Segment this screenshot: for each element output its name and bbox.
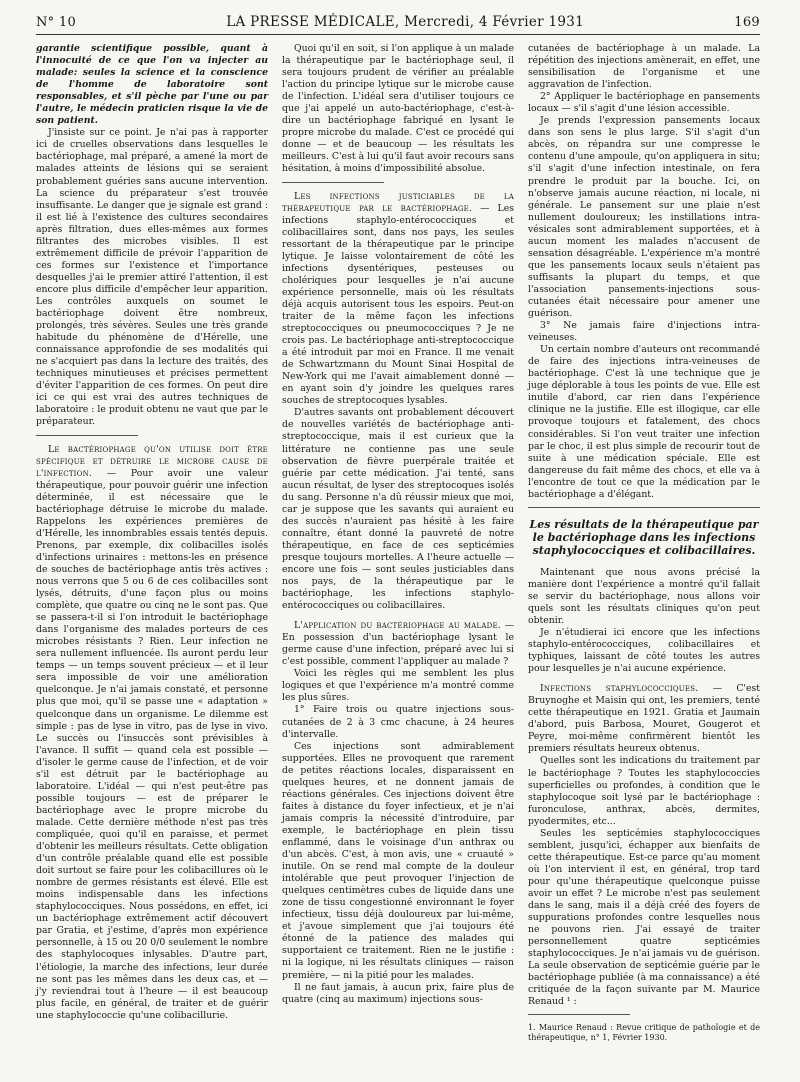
paragraph: Un certain nombre d'auteurs ont recommandé de faire des injections intra-veineuses de bactériophage. C'est là une technique que je juge déplorable à tous les points de vue. Elle est inutile d'abord, car rien dans l'expérience clinique ne la justifie. Elle est illogique, car elle provoque toujours et fatalement, des chocs considérables. Si l'on veut traiter une infection par le choc, il est plus simple de recourir tout de suite à une médication spéciale. Elle est dangereuse du fait même des chocs, et elle va à l'encontre de tout ce que la médication par le bactériophage a d'élégant. (528, 344, 760, 500)
paragraph: J'insiste sur ce point. Je n'ai pas à rapporter ici de cruelles observations dans lesquelles le bactériophage, mal préparé, a amené la mort de malades atteints de lésions qui se seraient probablement guéries sans aucune intervention. La science du préparateur s'est trouvée insuffisante. Le danger que je signale est grand : il est lié à l'existence des cultures secondaires après filtration, dues elles-mêmes aux formes filtrantes des microbes visibles. Il est extrêmement difficile de prévoir l'apparition de ces formes sur l'existence et l'importance desquelles j'ai le premier attiré l'attention, il est encore plus difficile d'empêcher leur apparition. Les contrôles auxquels on soumet le bactériophage doivent être nombreux, prolongés, très sévères. Seules une très grande habitude du phénomène de d'Hérelle, une connaissance approfondie de ses modalités qui ne s'acquiert pas dans la lecture des traités, des techniques minutieuses et précises permettent d'éviter l'apparition de ces formes. On peut dire ici ce qui est vrai des autres techniques de laboratoire : le produit obtenu ne vaut que par le préparateur. (36, 127, 268, 428)
footnote: 1. Maurice Renaud : Revue critique de pathologie et de thérapeutique, n° 1, Février 1930. (528, 1023, 760, 1043)
subsection-paragraph (282, 191, 514, 408)
paragraph: Seules les septicémies staphylococciques semblent, jusqu'ici, échapper aux bienfaits de cette thérapeutique. Est-ce parce qu'au moment où l'on intervient il est, en général, trop tard pour qu'une thérapeutique quelconque puisse avoir un effet ? Le microbe n'est pas seulement dans le sang, mais il a déjà créé des foyers de suppurations profondes contre lesquelles nous ne pouvons rien. J'ai essayé de traiter personnellement quatre septicémies staphylococciques. Je n'ai jamais vu de guérison. La seule observation de septicémie guérie par le bactériophage publiée (à ma connaissance) a été critiquée de la façon suivante par M. Maurice Renaud ¹ : (528, 827, 760, 1008)
intro-paragraph: garantie scientifique possible, quant à l'innocuité de ce que l'on va injecter au malade: seules la science et la conscience de l'homme de laboratoire sont responsables, et s'il pèche par l'une ou par l'autre, le médecin praticien risque la vie de son patient. (36, 43, 268, 127)
subsection-paragraph (36, 444, 268, 1022)
paragraph: Maintenant que nous avons précisé la manière dont l'expérience a montré qu'il fallait se servir du bactériophage, nous allons voir quels sont les résultats cliniques qu'on peut obtenir. (528, 566, 760, 626)
subsection-heading: L'application du bactériophage au malade. (294, 620, 501, 632)
paragraph: 3° Ne jamais faire d'injections intra-veineuses. (528, 320, 760, 344)
paragraph: Il ne faut jamais, à aucun prix, faire plus de quatre (cinq au maximum) injections sous- (282, 981, 514, 1005)
article-columns (36, 43, 760, 1043)
paragraph: cutanées de bactériophage à un malade. La répétition des injections amènerait, en effet, une sensibilisation de l'organisme et une aggravation de l'infection. (528, 43, 760, 91)
paragraph-text: — C'est Bruynoghe et Maisin qui ont, les premiers, tenté cette thérapeutique en 1921. Gratia et Jaumain d'abord, puis Barbosa, Mouret, Gougerot et Peyre, moi-même confirmèrent bientôt les premiers résultats heureux obtenus. (528, 683, 760, 755)
section-title: Les résultats de la thérapeutique par le bactériophage dans les infections staphylococciques et colibacillaires. (529, 517, 759, 557)
paragraph: Quelles sont les indications du traitement par le bactériophage ? Toutes les staphylococcies superficielles ou profondes, à condition que le staphylocoque soit lysé par le bactériophage : furonculose, anthrax, abcès, dermites, pyodermites, etc... (528, 755, 760, 827)
paragraph: Voici les règles qui me semblent les plus logiques et que l'expérience m'a montré comme les plus sûres. (282, 668, 514, 704)
column-2 (282, 43, 514, 1043)
footnote-divider (528, 1014, 630, 1015)
paragraph: 1° Faire trois ou quatre injections sous-cutanées de 2 à 3 cmc chacune, à 24 heures d'intervalle. (282, 704, 514, 740)
divider (36, 435, 138, 436)
paragraph-text: — Les infections staphylo-entérococciques et colibacillaires sont, dans nos pays, les seules ressortant de la thérapeutique par le principe lytique. Je laisse volontairement de côté les infections dysentériques, pesteuses ou cholériques pour lesquelles je n'ai aucune expérience personnelle, mais où les résultats déjà acquis autorisent tous les espoirs. Peut-on traiter de la même façon les infections streptococciques ou pneumococciques ? Je ne crois pas. Le bactériophage anti-streptococcique a été introduit par moi en France. Il me venait de Schwartzmann du Mount Sinai Hospital de New-York qui me l'avait aimablement donné — en ayant soin d'y joindre les quelques rares souches de streptocoques lysables. (282, 202, 514, 407)
paragraph: Je prends l'expression pansements locaux dans son sens le plus large. S'il s'agit d'un abcès, on répandra sur une compresse le contenu d'une ampoule, qu'on appliquera in situ; s'il s'agit d'une infection intestinale, on fera prendre le produit par la bouche. Ici, on n'observe jamais aucune réaction, ni locale, ni générale. Le pansement sur une plaie n'est nullement douloureux; les instillations intra-vésicales sont admirablement supportées, et à aucun moment les malades n'accusent de sensation désagréable. L'expérience m'a montré que les pansements locaux seuls n'étaient pas suffisants la plupart du temps, et que l'association pansements-injections sous-cutanées était nécessaire pour amener une guérison. (528, 115, 760, 320)
subsection-heading: Les infections justiciables de la thérapeutique par le bactériophage. (282, 190, 514, 214)
subsection-heading: Le bactériophage qu'on utilise doit être spécifique et détruire le microbe cause de l'infection. (36, 443, 268, 479)
paragraph: Je n'étudierai ici encore que les infections staphylo-entérococciques, colibacillaires et typhiques, laissant de côté toutes les autres pour lesquelles je n'ai aucune expérience. (528, 627, 760, 675)
divider (528, 507, 760, 508)
column-1 (36, 43, 268, 1043)
paragraph-text: — En possession d'un bactériophage lysant le germe cause d'une infection, préparé avec lui si c'est possible, comment l'appliquer au malade ? (282, 620, 514, 668)
column-3 (528, 43, 760, 1043)
page-number: 169 (734, 15, 760, 30)
issue-number: N° 10 (36, 15, 77, 30)
paragraph: Ces injections sont admirablement supportées. Elles ne provoquent que rarement de petites réactions locales, disparaissent en quelques heures, et ne donnent jamais de réactions générales. Ces injections doivent être faites à distance du foyer infectieux, et je n'ai jamais compris la nécessité d'introduire, par exemple, le bactériophage en plein tissu enflammé, dans le voisinage d'un anthrax ou d'un abcès. C'est, à mon avis, une « cruauté » inutile. On se rend mal compte de la douleur intolérable que peut provoquer l'injection de quelques centimètres cubes de liquide dans une zone de tissu congestionné environnant le foyer infectieux, tissu déjà douloureux par lui-même, et j'avoue simplement que j'ai toujours été étonné de la patience des malades qui supportaient ce traitement. Rien ne le justifie : ni la logique, ni les résultats cliniques — raison première, — ni la pitié pour les malades. (282, 740, 514, 981)
paragraph: 2° Appliquer le bactériophage en pansements locaux — s'il s'agit d'une lésion accessible. (528, 91, 760, 115)
page-header (36, 14, 760, 35)
journal-title: LA PRESSE MÉDICALE, Mercredi, 4 Février 1931 (226, 14, 585, 30)
paragraph-text: — Pour avoir une valeur thérapeutique, pour pouvoir guérir une infection déterminée, il est nécessaire que le bactériophage détruise le microbe du malade. Rappelons les expériences premières de d'Hérelle, les innombrables essais tentés depuis. Prenons, par exemple, dix colibacilles isolés d'infections urinaires : mettons-les en présence de souches de bactériophage antis très actives : nous verrons que 5 ou 6 de ces colibacilles sont lysés, détruits, d'une façon plus ou moins complète, que quatre ou cinq ne le sont pas. Que se passera-t-il si l'on introduit le bactériophage dans l'organisme des malades porteurs de ces microbes résistants ? Rien. Leur infection ne sera nullement influencée. Ils auront perdu leur temps — un temps souvent précieux — et il leur sera impossible de voir une amélioration quelconque. Je n'ai jamais constaté, et personne plus que moi, qu'il se passe une « adaptation » quelconque dans un organisme. Le dilemme est simple : pas de lyse in vitro, pas de lyse in vivo. Le succès ou l'insuccès sont prévisibles à l'avance. Il suffit — quand cela est possible — d'isoler le germe cause de l'infection, et de voir s'il est détruit par le bactériophage au laboratoire. L'idéal — qui n'est peut-être pas possible toujours — est de préparer le bactériophage avec le propre microbe du malade. Cette dernière méthode n'est pas très compliquée, quoi qu'il en paraisse, et permet d'obtenir les meilleurs résultats. Cette obligation d'un contrôle préalable quand elle est possible doit surtout se faire pour les colibacillures où le nombre de germes résistants est élevé. Elle est moins indispensable dans les infections staphylococciques. Nous possédons, en effet, ici un bactériophage extrêmement actif découvert par Gratia, et j'estime, d'après mon expérience personnelle, à 15 ou 20 0/0 seulement le nombre des staphylocoques inlysables. D'autre part, l'étiologie, la marche des infections, leur durée ne sont pas les mêmes dans les deux cas, et — j'y reviendrai tout à l'heure — il est beaucoup plus facile, en général, de traiter et de guérir une staphylococcie qu'une colibacillurie. (36, 467, 268, 1021)
subsection-paragraph (528, 683, 760, 755)
paragraph: Quoi qu'il en soit, si l'on applique à un malade la thérapeutique par le bactériophage seul, il sera toujours prudent de vérifier au préalable l'action du principe lytique sur le microbe cause de l'infection. L'idéal sera d'utiliser toujours ce que j'ai appelé un auto-bactériophage, c'est-à-dire un bactériophage fabriqué en lysant le propre microbe du malade. C'est ce procédé qui donne — et de beaucoup — les résultats les meilleurs. C'est à lui qu'il faut avoir recours sans hésitation, à moins d'impossibilité absolue. (282, 43, 514, 175)
paragraph: D'autres savants ont probablement découvert de nouvelles variétés de bactériophage anti-streptococcique, mais il est curieux que la littérature ne contienne pas une seule observation de fièvre puerpérale traitée et guérie par cette médication. J'ai tenté, sans aucun résultat, de lyser des streptocoques isolés du sang. Personne n'a dû réussir mieux que moi, car je suppose que les savants qui auraient eu des succès n'auraient pas hésité à les faire connaître, étant donné la pauvreté de notre thérapeutique, en face de ces septicémies presque toujours mortelles. A l'heure actuelle — encore une fois — sont seules justiciables dans nos pays, de la thérapeutique par le bactériophage, les infections staphylo-entérococciques ou colibacillaires. (282, 407, 514, 612)
subsection-paragraph (282, 620, 514, 668)
divider (282, 182, 384, 183)
subsection-heading: Infections staphylococciques. (540, 683, 699, 695)
